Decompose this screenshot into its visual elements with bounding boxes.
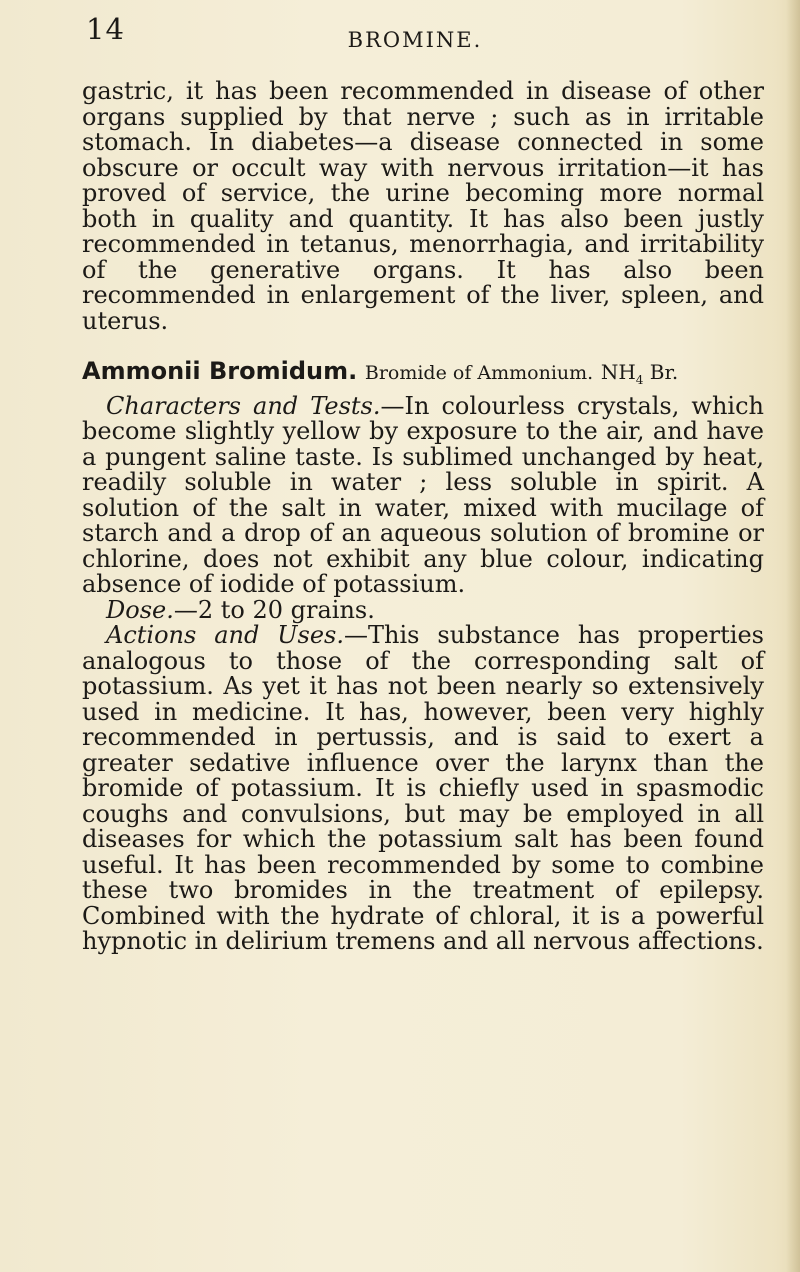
continued-paragraph: gastric, it has been recommended in disease of other organs supplied by that nerve ; such as in irritable stomach. In diabetes—a disease connected in some obscure or occult way with nervous irritation—it has proved of service, the urine becoming more normal both in quality and quantity. It has also been justly recommended in tetanus, menorrhagia, and irritability of the generative organs. It has also been recommended in enlargement of the liver, spleen, and uterus. (82, 77, 764, 335)
dose-paragraph (82, 595, 764, 624)
characters-text: —In colourless crystals, which become slightly yellow by exposure to the air, and have a pungent saline taste. Is sublimed unchanged by heat, readily soluble in water ; less soluble in spirit. A solution of the salt in water, mixed with mucilage of starch and a drop of an aqueous solution of bromine or chlorine, does not exhibit any blue colour, indicating absence of iodide of potassium. (82, 391, 765, 598)
dose-text: —2 to 20 grains. (173, 595, 375, 624)
chemical-formula (600, 360, 679, 387)
entry-synonym: Bromide of Ammonium. (364, 362, 594, 384)
page-number: 14 (86, 12, 125, 46)
actions-paragraph (82, 623, 764, 955)
actions-text: —This substance has properties analogous to those of the corresponding salt of potassium. As yet it has not been nearly so extensively used in medicine. It has, however, been very highly recommended in pertussis, and is said to exert a greater sedative influence over the larynx than the bromide of potassium. It is chiefly used in spasmodic coughs and convulsions, but may be employed in all diseases for which the potassium salt has been found useful. It has been recommended by some to combine these two bromides in the treatment of epilepsy. Combined with the hydrate of chloral, it is a powerful hypnotic in delirium tremens and all nervous affections. (82, 621, 764, 955)
formula-subscript: 4 (635, 373, 644, 387)
page-edge-shadow (786, 0, 800, 1272)
formula-prefix: NH (600, 360, 636, 384)
body-text (82, 79, 764, 955)
section-gap (82, 334, 764, 359)
formula-suffix: Br. (643, 360, 679, 384)
running-head: BROMINE. (347, 28, 483, 52)
entry-heading-line (82, 359, 764, 394)
characters-paragraph (82, 391, 765, 598)
entry-title: Ammonii Bromidum. (82, 357, 358, 385)
characters-label: Characters and Tests. (106, 391, 381, 420)
dose-label: Dose. (106, 595, 174, 624)
actions-label: Actions and Uses. (106, 621, 344, 649)
